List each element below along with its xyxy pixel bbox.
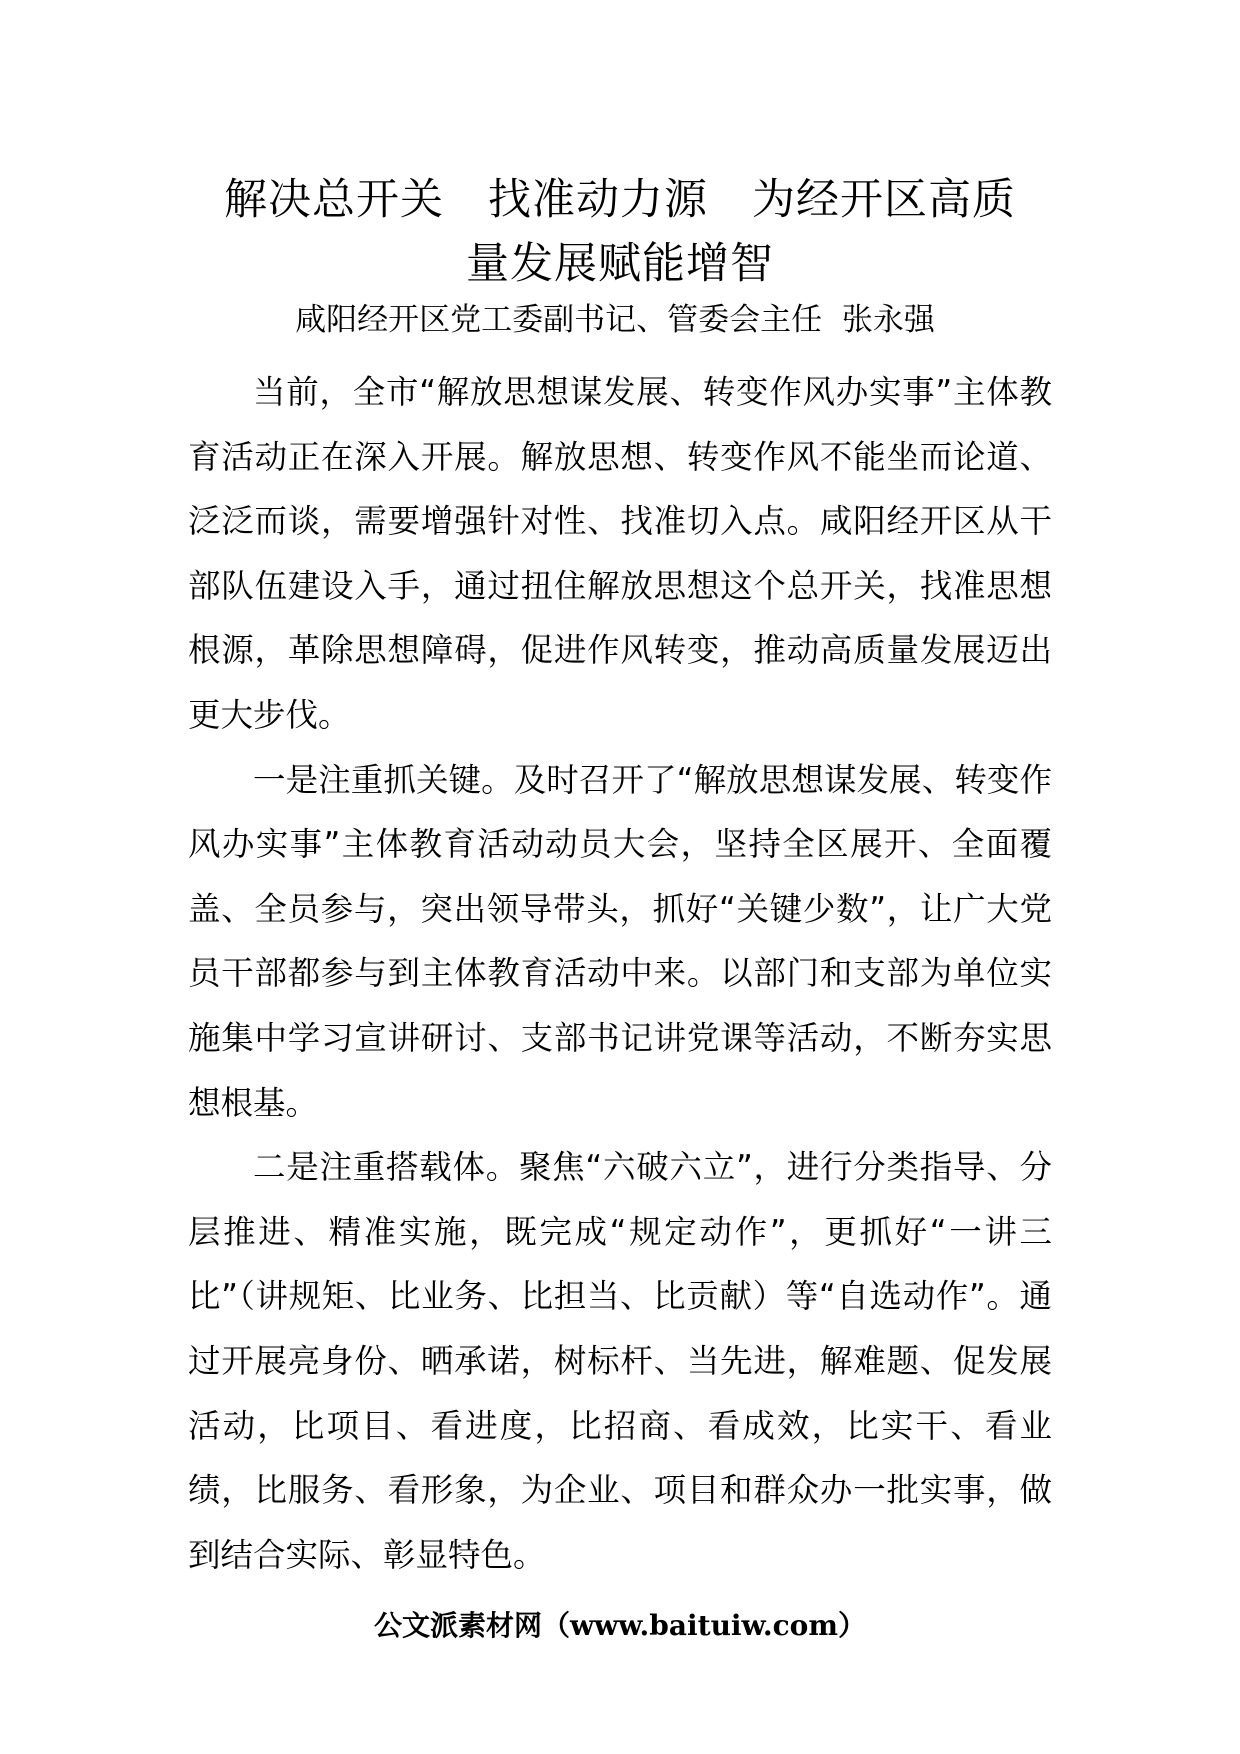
paragraph-point-one: 一是注重抓关键。及时召开了“解放思想谋发展、转变作风办实事”主体教育活动动员大会，坚持全区展开、全面覆盖、全员参与，突出领导带头，抓好“关键少数”，让广大党员干部都参与到主体教育活动中来。以部门和支部为单位实施集中学习宣讲研讨、支部书记讲党课等活动，不断夯实思想根基。 — [188, 760, 1052, 1122]
document-title — [190, 168, 1050, 296]
paragraph-intro: 当前，全市“解放思想谋发展、转变作风办实事”主体教育活动正在深入开展。解放思想、转变作风不能坐而论道、泛泛而谈，需要增强针对性、找准切入点。咸阳经开区从干部队伍建设入手，通过扭住解放思想这个总开关，找准思想根源，革除思想障碍，促进作风转变，推动高质量发展迈出更大步伐。 — [188, 373, 1052, 734]
author-byline: 咸阳经开区党工委副书记、管委会主任 张永强 — [295, 302, 935, 338]
source-watermark-footer: 公文派素材网（www.baituiw.com） — [374, 1609, 866, 1642]
title-line-2: 量发展赋能增智 — [466, 239, 774, 289]
paragraph-point-two: 二是注重搭载体。聚焦“六破六立”，进行分类指导、分层推进、精准实施，既完成“规定动作”，更抓好“一讲三比”（讲规矩、比业务、比担当、比贡献）等“自选动作”。通过开展亮身份、晒承诺，树标杆、当先进，解难题、促发展活动，比项目、看进度，比招商、看成效，比实干、看业绩，比服务、看形象，为企业、项目和群众办一批实事，做到结合实际、彰显特色。 — [188, 1148, 1052, 1574]
document-body — [188, 360, 1052, 1587]
title-line-1: 解决总开关 找准动力源 为经开区高质 — [224, 175, 1016, 225]
